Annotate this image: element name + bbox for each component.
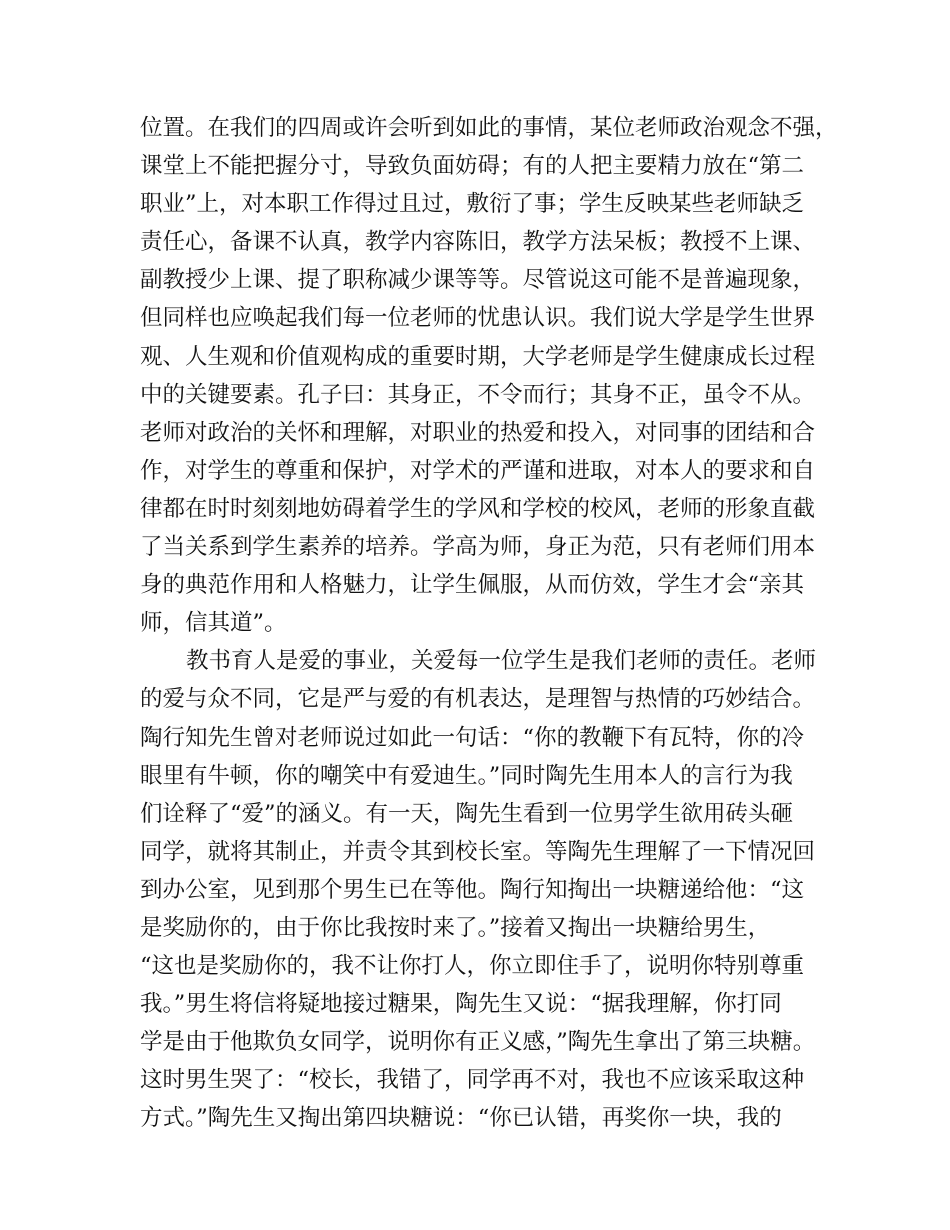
text-line: 们诠释了“爱”的涵义。有一天，陶先生看到一位男学生欲用砖头砸 (140, 800, 794, 827)
text-line: 学是由于他欺负女同学，说明你有正义感，”陶先生拿出了第三块糖。 (140, 1029, 816, 1056)
text-line: 课堂上不能把握分寸，导致负面妨碍；有的人把主要精力放在“第二 (140, 153, 805, 180)
text-line: 教书育人是爱的事业，关爱每一位学生是我们老师的责任。老师 (186, 648, 817, 675)
text-line: 作，对学生的尊重和保护，对学术的严谨和进取，对本人的要求和自 (140, 457, 816, 484)
text-line: 到办公室，见到那个男生已在等他。陶行知掏出一块糖递给他：“这 (140, 876, 805, 903)
paragraph (140, 642, 840, 1137)
text-line: 副教授少上课、提了职称减少课等等。尽管说这可能不是普遍现象， (140, 267, 816, 294)
text-line: 了当关系到学生素养的培养。学高为师，身正为范，只有老师们用本 (140, 534, 816, 561)
document-body (140, 109, 840, 1138)
text-line: 中的关键要素。孔子曰：其身正，不令而行；其身不正，虽令不从。 (140, 381, 816, 408)
text-line: 职业”上，对本职工作得过且过，敷衍了事；学生反映某些老师缺乏 (140, 191, 805, 218)
text-line: 眼里有牛顿，你的嘲笑中有爱迪生。”同时陶先生用本人的言行为我 (140, 762, 793, 789)
text-line: 方式。”陶先生又掏出第四块糖说：“你已认错，再奖你一块，我的 (140, 1105, 782, 1132)
text-line: 陶行知先生曾对老师说过如此一句话：“你的教鞭下有瓦特，你的冷 (140, 724, 805, 751)
text-line: 但同样也应唤起我们每一位老师的忧患认识。我们说大学是学生世界 (140, 305, 816, 332)
text-line: 同学，就将其制止，并责令其到校长室。等陶先生理解了一下情况回 (140, 838, 816, 865)
text-line: 我。”男生将信将疑地接过糖果，陶先生又说：“据我理解，你打同 (140, 991, 782, 1018)
text-line: 身的典范作用和人格魅力，让学生佩服，从而仿效，学生才会“亲其 (140, 572, 805, 599)
text-line: 责任心，备课不认真，教学内容陈旧，教学方法呆板；教授不上课、 (140, 229, 816, 256)
text-line: 师，信其道”。 (140, 610, 287, 637)
text-line: 这时男生哭了：“校长，我错了，同学再不对，我也不应该采取这种 (140, 1067, 805, 1094)
text-line: “这也是奖励你的，我不让你打人，你立即住手了，说明你特别尊重 (140, 953, 805, 980)
text-line: 老师对政治的关怀和理解，对职业的热爱和投入，对同事的团结和合 (140, 419, 816, 446)
text-line: 律都在时时刻刻地妨碍着学生的学风和学校的校风，老师的形象直截 (140, 495, 816, 522)
text-line: 位置。在我们的四周或许会听到如此的事情，某位老师政治观念不强， (140, 115, 838, 141)
text-line: 是奖励你的，由于你比我按时来了。”接着又掏出一块糖给男生， (140, 914, 771, 941)
paragraph (140, 109, 840, 642)
text-line: 观、人生观和价值观构成的重要时期，大学老师是学生健康成长过程 (140, 343, 816, 370)
text-line: 的爱与众不同，它是严与爱的有机表达，是理智与热情的巧妙结合。 (140, 686, 816, 713)
